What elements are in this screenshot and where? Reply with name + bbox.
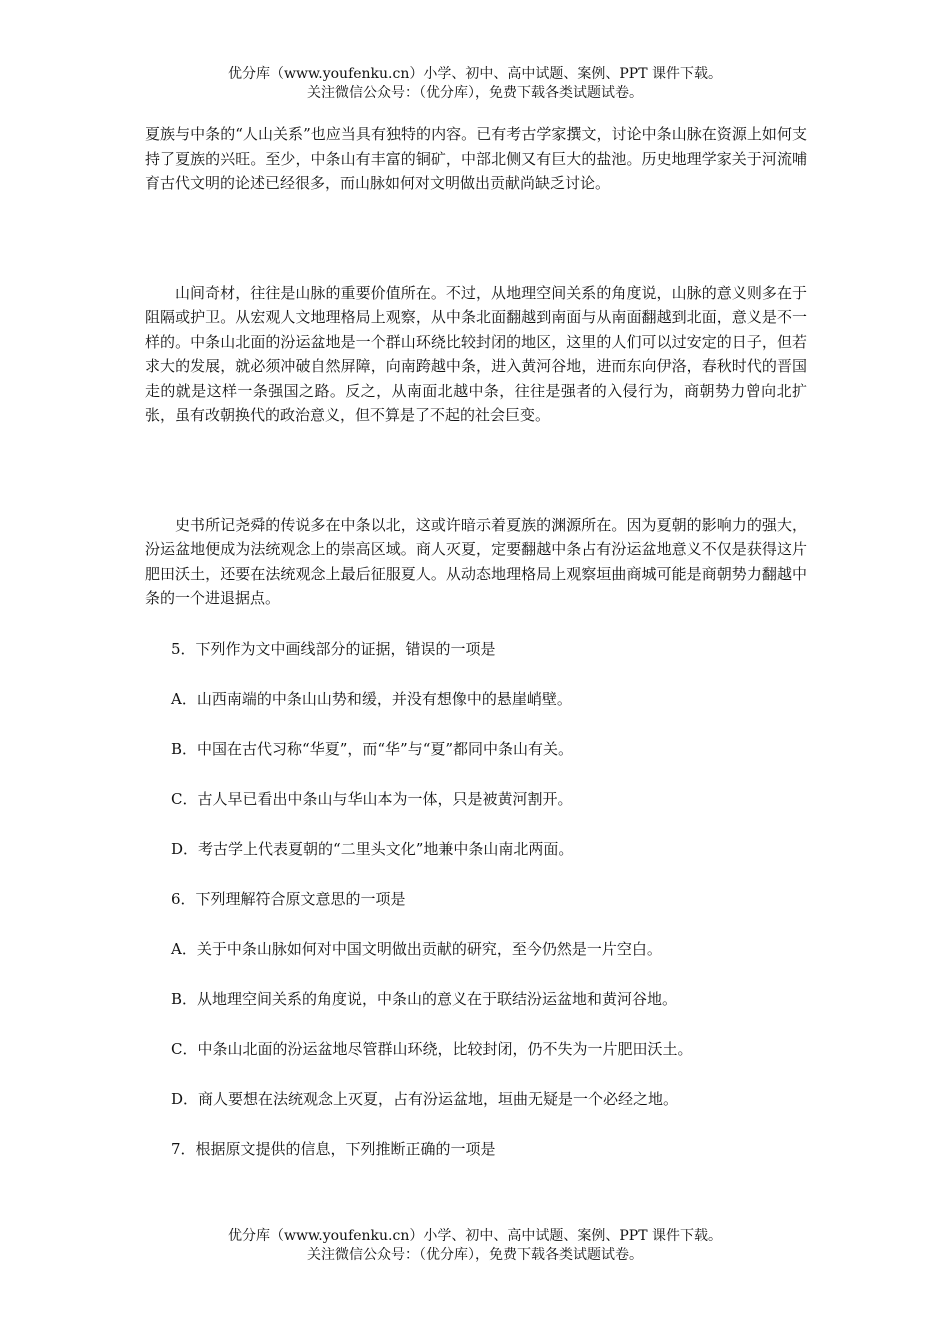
question-5: [145, 637, 807, 887]
paragraph-3: 史书所记尧舜的传说多在中条以北，这或许暗示着夏族的渊源所在。因为夏朝的影响力的强大，汾运盆地便成为法统观念上的崇高区域。商人灭夏，定要翻越中条占有汾运盆地意义不仅是获得这片肥田沃土，还要在法统观念上最后征服夏人。从动态地理格局上观察垣曲商城可能是商朝势力翻越中条的一个进退据点。: [145, 515, 807, 607]
option-d: D．考古学上代表夏朝的“二里头文化”地兼中条山南北两面。: [171, 839, 574, 858]
option-b: B．中国在古代习称“华夏”，而“华”与“夏”都同中条山有关。: [171, 739, 574, 758]
document-body: [145, 122, 807, 1161]
paragraph-1: 夏族与中条的“人山关系”也应当具有独特的内容。已有考古学家撰文，讨论中条山脉在资源上如何支持了夏族的兴旺。至少，中条山有丰富的铜矿，中部北侧又有巨大的盐池。历史地理学家关于河流哺育古代文明的论述已经很多，而山脉如何对文明做出贡献尚缺乏讨论。: [145, 125, 807, 192]
question-6: [145, 887, 807, 1137]
paragraph-2: 山间奇材，往往是山脉的重要价值所在。不过，从地理空间关系的角度说，山脉的意义则多在于阻隔或护卫。从宏观人文地理格局上观察，从中条北面翻越到南面与从南面翻越到北面，意义是不一样的。中条山北面的汾运盆地是一个群山环绕比较封闭的地区，这里的人们可以过安定的日子，但若求大的发展，就必须冲破自然屏障，向南跨越中条，进入黄河谷地，进而东向伊洛，春秋时代的晋国走的就是这样一条强国之路。反之，从南面北越中条，往往是强者的入侵行为，商朝势力曾向北扩张，虽有改朝换代的政治意义，但不算是了不起的社会巨变。: [145, 283, 807, 424]
footer-line-1: 优分库（www.youfenku.cn）小学、初中、高中试题、案例、PPT 课件下载。: [227, 1228, 722, 1244]
page-header: [0, 65, 950, 103]
option-b: B．从地理空间关系的角度说，中条山的意义在于联结汾运盆地和黄河谷地。: [171, 989, 678, 1008]
section-gap: [145, 611, 807, 637]
option-c: C．古人早已看出中条山与华山本为一体，只是被黄河割开。: [171, 789, 573, 808]
header-line-2: 关注微信公众号：（优分库），免费下载各类试题试卷。: [307, 85, 643, 101]
footer-line-2: 关注微信公众号：（优分库），免费下载各类试题试卷。: [307, 1247, 643, 1263]
question-stem: 7．根据原文提供的信息，下列推断正确的一项是: [171, 1139, 496, 1158]
option-a: A．山西南端的中条山山势和缓，并没有想像中的悬崖峭壁。: [171, 689, 572, 708]
option-a: A．关于中条山脉如何对中国文明做出贡献的研究，至今仍然是一片空白。: [171, 939, 662, 958]
page-footer: [0, 1227, 950, 1265]
question-7: [145, 1137, 807, 1161]
header-line-1: 优分库（www.youfenku.cn）小学、初中、高中试题、案例、PPT 课件下载。: [227, 66, 722, 82]
option-c: C．中条山北面的汾运盆地尽管群山环绕，比较封闭，仍不失为一片肥田沃土。: [171, 1039, 693, 1058]
question-stem: 6．下列理解符合原文意思的一项是: [171, 889, 406, 908]
option-d: D．商人要想在法统观念上灭夏，占有汾运盆地，垣曲无疑是一个必经之地。: [171, 1089, 679, 1108]
paragraph-gap: [145, 428, 807, 513]
question-stem: 5．下列作为文中画线部分的证据，错误的一项是: [171, 639, 496, 658]
paragraph-gap: [145, 196, 807, 281]
